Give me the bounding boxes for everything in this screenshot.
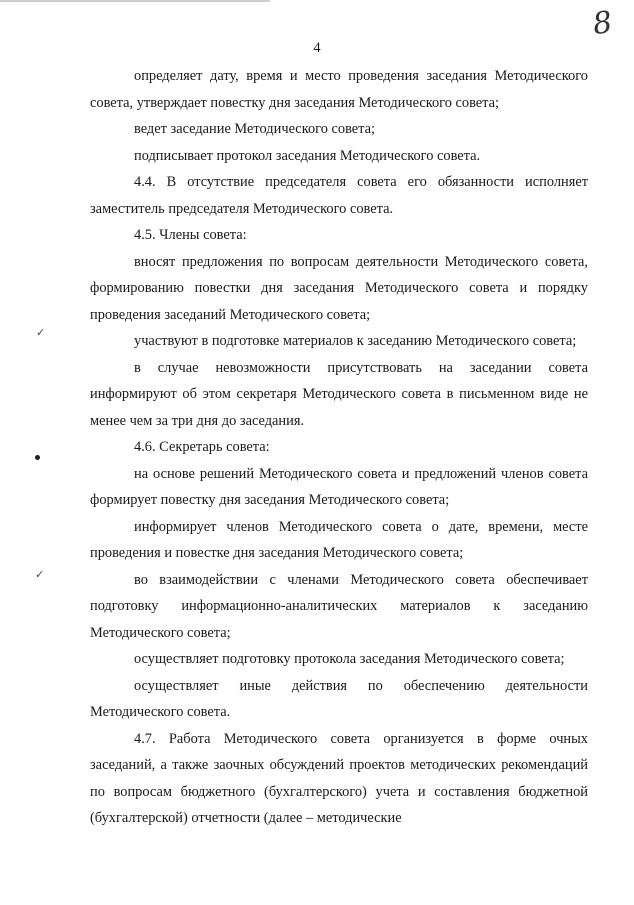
margin-checkmark: ✓ (36, 327, 46, 339)
scan-edge-line (0, 0, 270, 2)
handwritten-page-mark: 8 (590, 4, 615, 43)
paragraph: ведет заседание Методического совета; (134, 121, 376, 137)
paragraph: на основе решений Методического совета и предложений членов совета формирует повестку дня заседания Методического совета; (90, 465, 588, 508)
margin-dot (35, 455, 40, 460)
paragraph: 4.7. Работа Методического совета организуется в форме очных заседаний, а также заочных обсуждений проектов методических рекомендаций по вопросам бюджетного (бухгалтерского) учета и составления бюджетной (бухгалтерской) отчетности (далее – методические (90, 730, 588, 826)
paragraph: участвуют в подготовке материалов к заседанию Методического совета; (134, 333, 577, 349)
paragraph: во взаимодействии с членами Методического совета обеспечивает подготовку информационно-аналитических материалов к заседанию Методического совета; (90, 571, 588, 641)
paragraph: определяет дату, время и место проведения заседания Методического совета, утверждает повестку дня заседания Методического совета; (90, 68, 588, 111)
paragraph: в случае невозможности присутствовать на заседании совета информируют об этом секретаря Методического совета в письменном виде не менее чем за три дня до заседания. (90, 359, 588, 429)
paragraph: вносят предложения по вопросам деятельности Методического совета, формированию повестки дня заседания Методического совета и порядку проведения заседаний Методического совета; (90, 253, 588, 323)
paragraph: подписывает протокол заседания Методического совета. (134, 147, 481, 164)
paragraph: информирует членов Методического совета о дате, времени, месте проведения и повестке дня заседания Методического совета; (90, 518, 588, 561)
paragraph: осуществляет иные действия по обеспечению деятельности Методического совета. (90, 677, 588, 720)
section-heading: 4.6. Секретарь совета: (134, 439, 270, 455)
section-heading: 4.5. Члены совета: (134, 227, 247, 243)
document-body (90, 63, 588, 832)
margin-checkmark: ✓ (35, 569, 45, 581)
page-number: 4 (313, 40, 321, 56)
paragraph: осуществляет подготовку протокола заседания Методического совета; (134, 651, 565, 667)
paragraph: 4.4. В отсутствие председателя совета его обязанности исполняет заместитель председателя Методического совета. (90, 174, 588, 217)
